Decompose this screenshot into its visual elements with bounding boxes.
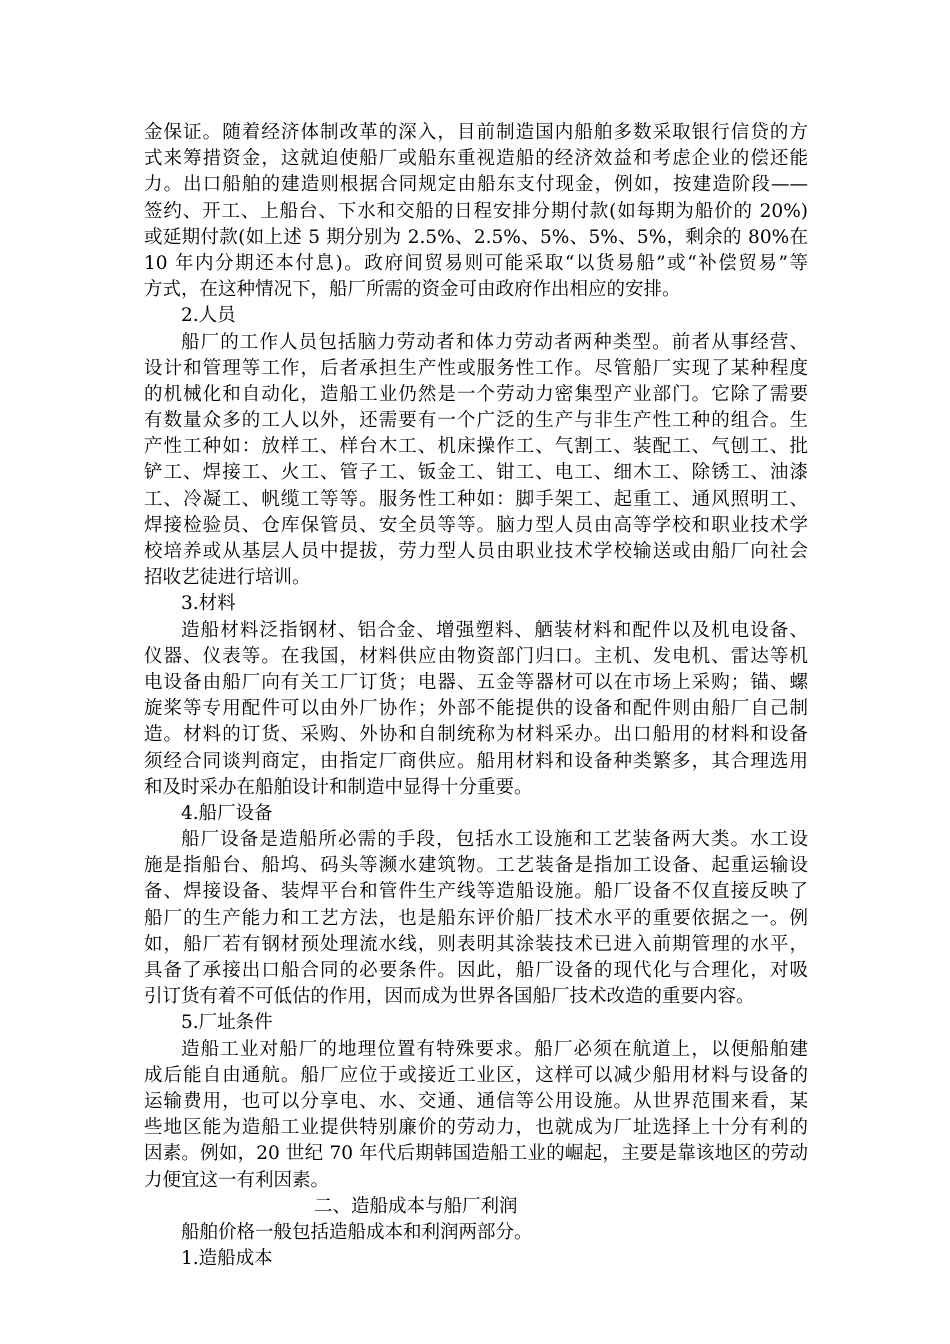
text-line: 旋桨等专用配件可以由外厂协作；外部不能提供的设备和配件则由船厂自己制 bbox=[144, 698, 808, 720]
text-line: 签约、开工、上船台、下水和交船的日程安排分期付款(如每期为船价的 20%) bbox=[144, 200, 808, 222]
subsection-heading: 1.造船成本 bbox=[181, 1248, 273, 1270]
text-line: 铲工、焊接工、火工、管子工、钣金工、钳工、电工、细木工、除锈工、油漆 bbox=[144, 462, 808, 484]
text-line: 须经合同谈判商定，由指定厂商供应。船用材料和设备种类繁多，其合理选用 bbox=[144, 750, 808, 772]
text-line: 船厂的工作人员包括脑力劳动者和体力劳动者两种类型。前者从事经营、 bbox=[181, 331, 808, 353]
text-line: 式来筹措资金，这就迫使船厂或船东重视造船的经济效益和考虑企业的偿还能 bbox=[144, 148, 808, 170]
text-line: 具备了承接出口船合同的必要条件。因此，船厂设备的现代化与合理化，对吸 bbox=[144, 960, 808, 981]
text-line: 因素。例如，20 世纪 70 年代后期韩国造船工业的崛起，主要是靠该地区的劳动 bbox=[144, 1143, 808, 1165]
text-line: 如，船厂若有钢材预处理流水线，则表明其涂装技术已进入前期管理的水平， bbox=[144, 933, 808, 955]
text-line: 招收艺徒进行培训。 bbox=[144, 567, 311, 589]
text-line: 船舶价格一般包括造船成本和利润两部分。 bbox=[181, 1221, 533, 1243]
subsection-heading: 4.船厂设备 bbox=[181, 802, 273, 824]
text-line: 仪器、仪表等。在我国，材料供应由物资部门归口。主机、发电机、雷达等机 bbox=[144, 645, 808, 667]
text-line: 造船材料泛指钢材、铝合金、增强塑料、舾装材料和配件以及机电设备、 bbox=[181, 619, 808, 641]
text-line: 设计和管理等工作，后者承担生产性或服务性工作。尽管船厂实现了某种程度 bbox=[144, 357, 808, 379]
text-line: 和及时采办在船舶设计和制造中显得十分重要。 bbox=[144, 776, 533, 798]
text-line: 力。出口船舶的建造则根据合同规定由船东支付现金，例如，按建造阶段—— bbox=[144, 174, 808, 196]
text-line: 力便宜这一有利因素。 bbox=[144, 1169, 330, 1191]
text-line: 成后能自由通航。船厂应位于或接近工业区，这样可以减少船用材料与设备的 bbox=[144, 1064, 808, 1086]
text-line: 校培养或从基层人员中提拔，劳力型人员由职业技术学校输送或由船厂向社会 bbox=[144, 541, 808, 562]
text-line: 或延期付款(如上述 5 期分别为 2.5%、2.5%、5%、5%、5%，剩余的 80%在 bbox=[144, 226, 808, 248]
text-line: 造。材料的订货、采购、外协和自制统称为材料采办。出口船用的材料和设备 bbox=[144, 724, 808, 746]
text-line: 施是指船台、船坞、码头等濒水建筑物。工艺装备是指加工设备、起重运输设 bbox=[144, 855, 808, 877]
text-line: 引订货有着不可低估的作用，因而成为世界各国船厂技术改造的重要内容。 bbox=[144, 986, 755, 1008]
text-line: 方式，在这种情况下，船厂所需的资金可由政府作出相应的安排。 bbox=[144, 279, 681, 301]
subsection-heading: 5.厂址条件 bbox=[181, 1012, 273, 1034]
document-page bbox=[144, 120, 808, 1272]
subsection-heading: 3.材料 bbox=[181, 593, 236, 615]
text-line: 些地区能为造船工业提供特别廉价的劳动力，也就成为厂址选择上十分有利的 bbox=[144, 1117, 808, 1139]
text-line: 焊接检验员、仓库保管员、安全员等等。脑力型人员由高等学校和职业技术学 bbox=[144, 514, 808, 536]
subsection-heading: 2.人员 bbox=[181, 305, 236, 327]
text-line: 工、冷凝工、帆缆工等等。服务性工种如：脚手架工、起重工、通风照明工、 bbox=[144, 488, 808, 510]
text-line: 有数量众多的工人以外，还需要有一个广泛的生产与非生产性工种的组合。生 bbox=[144, 410, 808, 432]
text-line: 船厂的生产能力和工艺方法，也是船东评价船厂技术水平的重要依据之一。例 bbox=[144, 907, 808, 929]
text-line: 金保证。随着经济体制改革的深入，目前制造国内船舶多数采取银行信贷的方 bbox=[144, 122, 808, 143]
text-line: 造船工业对船厂的地理位置有特殊要求。船厂必须在航道上，以便船舶建 bbox=[181, 1038, 808, 1060]
text-line: 产性工种如：放样工、样台木工、机床操作工、气割工、装配工、气刨工、批 bbox=[144, 436, 808, 458]
section-heading: 二、造船成本与船厂利润 bbox=[314, 1195, 518, 1217]
text-line: 的机械化和自动化，造船工业仍然是一个劳动力密集型产业部门。它除了需要 bbox=[144, 383, 808, 405]
text-line: 电设备由船厂向有关工厂订货；电器、五金等器材可以在市场上采购；锚、螺 bbox=[144, 671, 808, 693]
text-line: 备、焊接设备、装焊平台和管件生产线等造船设施。船厂设备不仅直接反映了 bbox=[144, 881, 808, 903]
text-line: 运输费用，也可以分享电、水、交通、通信等公用设施。从世界范围来看，某 bbox=[144, 1090, 808, 1112]
text-line: 船厂设备是造船所必需的手段，包括水工设施和工艺装备两大类。水工设 bbox=[181, 829, 808, 851]
text-line: 10 年内分期还本付息)。政府间贸易则可能采取“以货易船”或“补偿贸易”等 bbox=[144, 252, 808, 274]
